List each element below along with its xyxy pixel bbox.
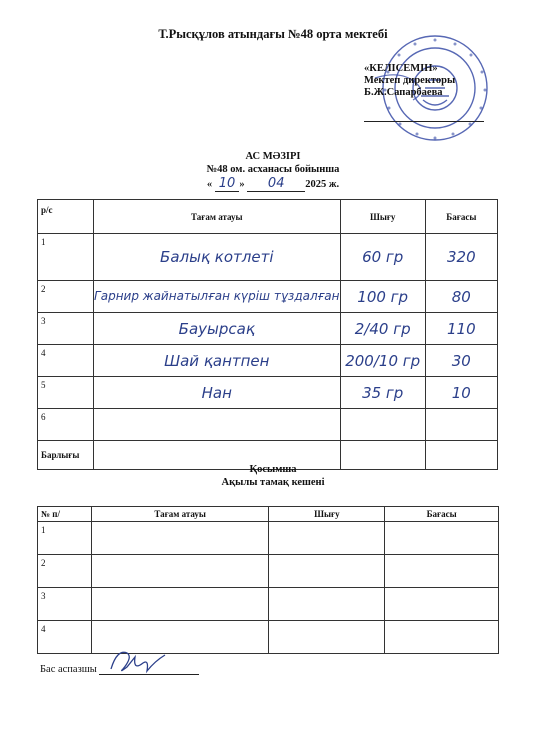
supplement-subtitle: Ақылы тамақ кешені bbox=[221, 477, 325, 488]
paid-meal-table bbox=[37, 506, 499, 654]
table-row bbox=[38, 588, 499, 621]
dish-output: 100 гр bbox=[340, 281, 425, 313]
dish-name: Балық котлеті bbox=[93, 234, 340, 281]
dish-output bbox=[269, 522, 385, 555]
row-number: 6 bbox=[38, 409, 94, 441]
chef-label: Бас аспазшы bbox=[40, 664, 97, 675]
dish-price bbox=[425, 409, 497, 441]
table-row bbox=[38, 345, 498, 377]
menu-table-header bbox=[38, 200, 498, 234]
col-header-number: р/с bbox=[38, 200, 94, 234]
row-number: 2 bbox=[38, 281, 94, 313]
dish-output bbox=[269, 588, 385, 621]
dish-output: 35 гр bbox=[340, 377, 425, 409]
date-year: 2025 ж. bbox=[305, 179, 340, 190]
dish-output bbox=[340, 409, 425, 441]
menu-date bbox=[0, 176, 546, 192]
col-header-dish: Тағам атауы bbox=[93, 200, 340, 234]
row-number: 1 bbox=[38, 522, 92, 555]
dish-price: 110 bbox=[425, 313, 497, 345]
date-month: 04 bbox=[247, 176, 305, 192]
table-row bbox=[38, 522, 499, 555]
dish-price: 10 bbox=[425, 377, 497, 409]
col-header-dish: Тағам атауы bbox=[91, 507, 269, 522]
col-header-price: Бағасы bbox=[385, 507, 499, 522]
menu-table bbox=[37, 199, 498, 470]
row-number: 2 bbox=[38, 555, 92, 588]
row-number: 4 bbox=[38, 345, 94, 377]
dish-price: 320 bbox=[425, 234, 497, 281]
date-close-quote: » bbox=[239, 179, 245, 190]
dish-price bbox=[385, 588, 499, 621]
dish-output: 200/10 гр bbox=[340, 345, 425, 377]
row-number: 3 bbox=[38, 588, 92, 621]
dish-price bbox=[385, 555, 499, 588]
dish-output bbox=[269, 621, 385, 654]
col-header-number: № п/ bbox=[38, 507, 92, 522]
row-number: 1 bbox=[38, 234, 94, 281]
row-number: 4 bbox=[38, 621, 92, 654]
table-row bbox=[38, 313, 498, 345]
dish-name: Шай қантпен bbox=[93, 345, 340, 377]
table-row bbox=[38, 281, 498, 313]
dish-price: 30 bbox=[425, 345, 497, 377]
dish-name bbox=[91, 555, 269, 588]
approval-block bbox=[364, 63, 484, 99]
table-row bbox=[38, 377, 498, 409]
dish-output: 2/40 гр bbox=[340, 313, 425, 345]
dish-output: 60 гр bbox=[340, 234, 425, 281]
supplement-heading bbox=[0, 463, 546, 489]
dish-name bbox=[91, 588, 269, 621]
dish-name bbox=[93, 409, 340, 441]
menu-heading bbox=[0, 150, 546, 176]
approval-position: Мектеп директоры bbox=[364, 75, 456, 86]
approval-signature-line bbox=[364, 121, 484, 122]
row-number: 5 bbox=[38, 377, 94, 409]
col-header-output: Шығу bbox=[340, 200, 425, 234]
approval-title: «КЕЛІСЕМІН» bbox=[364, 63, 438, 74]
dish-name: Нан bbox=[93, 377, 340, 409]
date-open-quote: « bbox=[206, 179, 213, 190]
supplement-title: Қосымша bbox=[249, 464, 297, 475]
dish-price bbox=[385, 621, 499, 654]
paid-table-header bbox=[38, 507, 499, 522]
dish-price: 80 bbox=[425, 281, 497, 313]
table-row bbox=[38, 555, 499, 588]
school-title: Т.Рысқұлов атындағы №48 орта мектебі bbox=[158, 27, 388, 41]
table-row bbox=[38, 234, 498, 281]
dish-name bbox=[91, 522, 269, 555]
dish-name: Бауырсақ bbox=[93, 313, 340, 345]
menu-subtitle: №48 ом. асханасы бойынша bbox=[206, 164, 340, 175]
dish-name: Гарнир жайнатылған күріш тұздалған bbox=[93, 281, 340, 313]
total-label: Барлығы bbox=[38, 441, 94, 470]
table-row bbox=[38, 409, 498, 441]
approval-name: Б.Ж.Сапарбаева bbox=[364, 87, 443, 98]
chef-signature bbox=[103, 643, 173, 679]
row-number: 3 bbox=[38, 313, 94, 345]
date-day: 10 bbox=[215, 176, 240, 192]
col-header-price: Бағасы bbox=[425, 200, 497, 234]
dish-output bbox=[269, 555, 385, 588]
dish-price bbox=[385, 522, 499, 555]
menu-title: АС МӘЗІРІ bbox=[245, 151, 301, 162]
col-header-output: Шығу bbox=[269, 507, 385, 522]
